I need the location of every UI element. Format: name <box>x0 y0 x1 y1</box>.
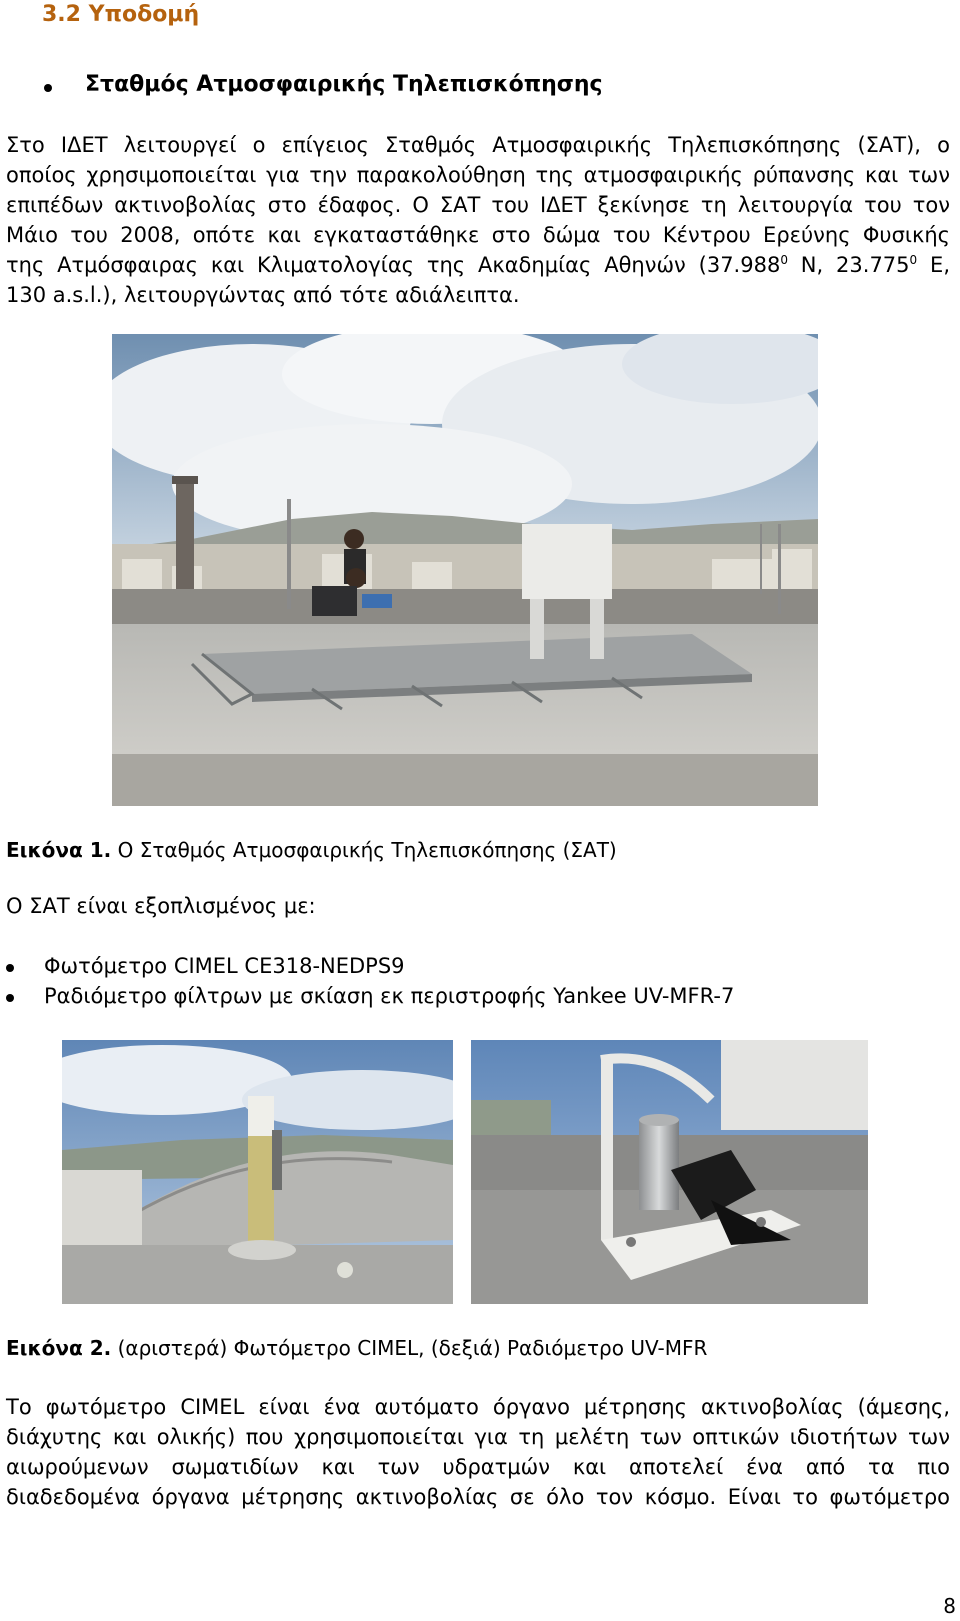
intro-line-coordinates: της Ατμόσφαιρας και Κλιματολογίας της Ακαδημίας Αθηνών (37.988$^0$ N, 23.775$^0$ E, <box>6 253 950 277</box>
intro-paragraph <box>6 130 950 310</box>
subsection-title: Σταθμός Ατμοσφαιρικής Τηλεπισκόπησης <box>85 72 603 97</box>
figure-2-label: Εικόνα 2. <box>6 1336 112 1360</box>
equipment-item: Ραδιόμετρο φίλτρων με σκίαση εκ περιστροφής Yankee UV-MFR-7 <box>44 984 735 1008</box>
intro-line: Μάιο του 2008, οπότε και εγκαταστάθηκε στο δώμα του Κέντρου Ερεύνης Φυσικής <box>6 223 950 247</box>
figure-2-caption-text: (αριστερά) Φωτόμετρο CIMEL, (δεξιά) Ραδιόμετρο UV-MFR <box>111 1336 708 1360</box>
intro-line: οποίος χρησιμοποιείται για την παρακολούθηση της ατμοσφαιρικής ρύπανσης και των <box>6 163 950 187</box>
intro-line: 130 a.s.l.), λειτουργώντας από τότε αδιάλειπτα. <box>6 283 520 307</box>
figure-1-caption-text: Ο Σταθμός Ατμοσφαιρικής Τηλεπισκόπησης (ΣΑΤ) <box>111 838 617 862</box>
bullet-icon <box>6 964 14 972</box>
equipment-intro: Ο ΣΑΤ είναι εξοπλισμένος με: <box>6 894 316 918</box>
bullet-icon <box>6 994 14 1002</box>
uv-mfr-radiometer-photo <box>471 1040 868 1304</box>
rooftop-station-photo <box>112 334 818 806</box>
figure-1-label: Εικόνα 1. <box>6 838 112 862</box>
closing-line: διάχυτης και ολικής) που χρησιμοποιείται για τη μελέτη των οπτικών ιδιοτήτων των <box>6 1425 950 1449</box>
section-title: 3.2 Υποδομή <box>42 2 200 27</box>
closing-line: αιωρούμενων σωματιδίων και των υδρατμών και αποτελεί ένα από τα πιο <box>6 1455 950 1479</box>
figure-1-caption <box>6 838 617 862</box>
page-number: 8 <box>943 1594 956 1618</box>
equipment-item: Φωτόμετρο CIMEL CE318-NEDPS9 <box>44 954 405 978</box>
bullet-icon <box>44 84 52 92</box>
intro-line: Στο ΙΔΕΤ λειτουργεί ο επίγειος Σταθμός Ατμοσφαιρικής Τηλεπισκόπησης (ΣΑΤ), ο <box>6 133 950 157</box>
closing-paragraph <box>6 1392 950 1512</box>
closing-line: διαδεδομένα όργανα μέτρησης ακτινοβολίας σε όλο τον κόσμο. Είναι το φωτόμετρο <box>6 1485 950 1509</box>
intro-line: επιπέδων ακτινοβολίας στο έδαφος. Ο ΣΑΤ του ΙΔΕΤ ξεκίνησε τη λειτουργία του τον <box>6 193 950 217</box>
closing-line: Το φωτόμετρο CIMEL είναι ένα αυτόματο όργανο μέτρησης ακτινοβολίας (άμεσης, <box>6 1395 950 1419</box>
figure-2-caption <box>6 1336 707 1360</box>
cimel-photometer-photo <box>62 1040 453 1304</box>
